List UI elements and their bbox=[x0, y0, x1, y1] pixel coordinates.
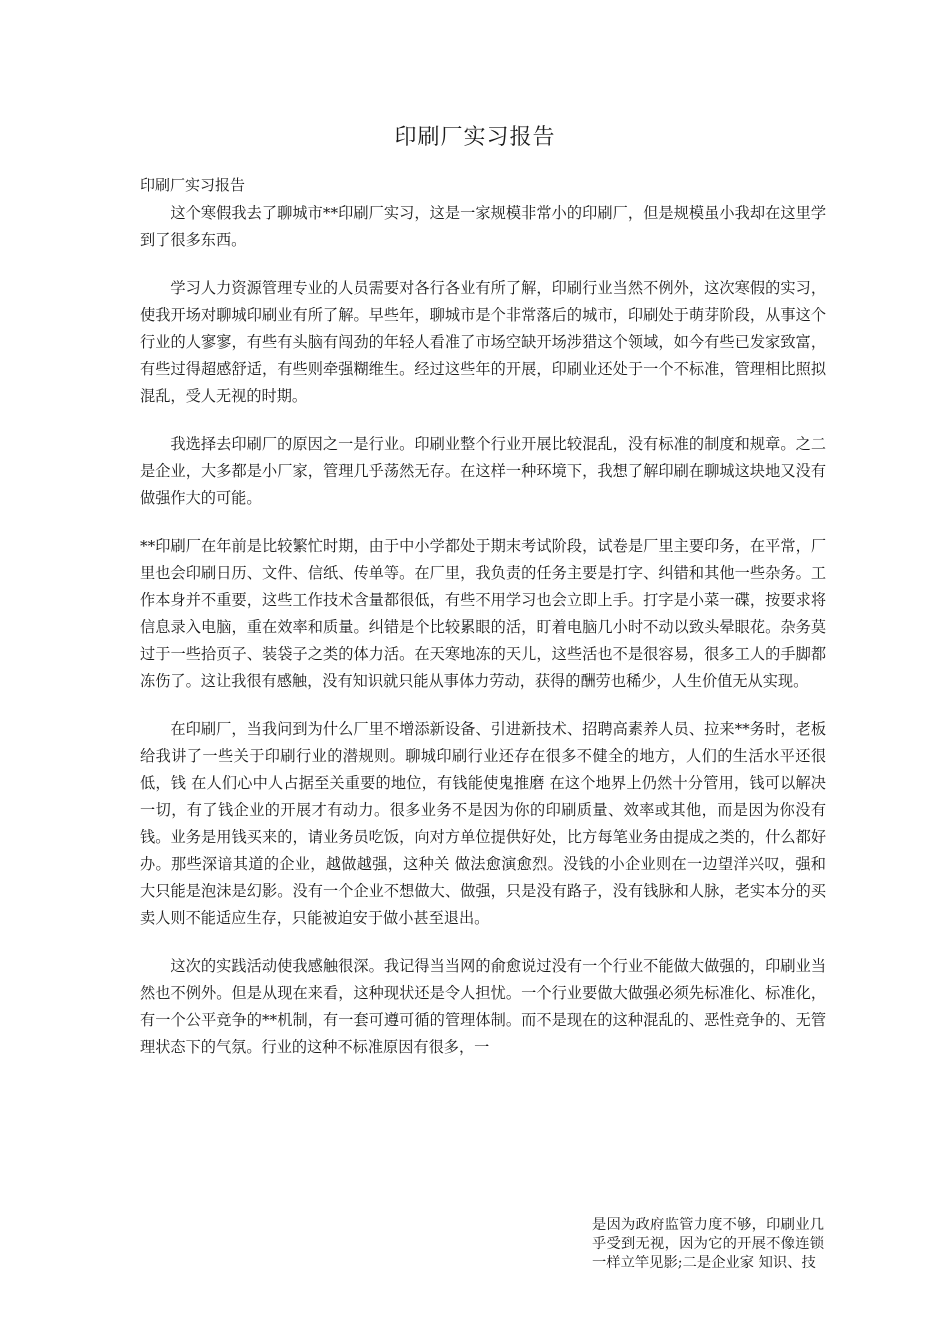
continuation-note: 是因为政府监管力度不够，印刷业几乎受到无视，因为它的开展不像连锁一样立竿见影;二是企业家 知识、技 bbox=[592, 1217, 824, 1271]
document-body bbox=[140, 200, 826, 1082]
document-title: 印刷厂实习报告 bbox=[394, 125, 556, 150]
paragraph-2: 学习人力资源管理专业的人员需要对各行各业有所了解，印刷行业当然不例外，这次寒假的实习，使我开场对聊城印刷业有所了解。早些年，聊城市是个非常落后的城市，印刷处于萌芽阶段，从事这个行业的人寥寥，有些有头脑有闯劲的年轻人看准了市场空缺开场涉猎这个领域，如今有些已发家致富，有些过得超感舒适，有些则牵强糊维生。经过这些年的开展，印刷业还处于一个不标准，管理相比照拟混乱，受人无视的时期。 bbox=[140, 279, 826, 405]
document-subtitle: 印刷厂实习报告 bbox=[140, 176, 246, 194]
paragraph-6: 这次的实践活动使我感触很深。我记得当当网的俞愈说过没有一个行业不能做大做强的，印刷业当然也不例外。但是从现在来看，这种现状还是令人担忧。一个行业要做大做强必须先标准化、标准化，有一个公平竞争的**机制，有一套可遵可循的管理体制。而不是现在的这种混乱的、恶性竞争的、无管理状态下的气氛。行业的这种不标准原因有很多，一 bbox=[140, 957, 826, 1056]
paragraph-1: 这个寒假我去了聊城市**印刷厂实习，这是一家规模非常小的印刷厂，但是规模虽小我却在这里学到了很多东西。 bbox=[140, 204, 826, 249]
paragraph-3: 我选择去印刷厂的原因之一是行业。印刷业整个行业开展比较混乱，没有标准的制度和规章。之二是企业，大多都是小厂家，管理几乎荡然无存。在这样一种环境下，我想了解印刷在聊城这块地又没有做强作大的可能。 bbox=[140, 435, 826, 507]
paragraph-4: **印刷厂在年前是比较繁忙时期，由于中小学都处于期末考试阶段，试卷是厂里主要印务，在平常，厂里也会印刷日历、文件、信纸、传单等。在厂里，我负责的任务主要是打字、纠错和其他一些杂务。工作本身并不重要，这些工作技术含量都很低，有些不用学习也会立即上手。打字是小菜一碟，按要求将信息录入电脑，重在效率和质量。纠错是个比较累眼的活，盯着电脑几小时不动以致头晕眼花。杂务莫过于一些拾页子、装袋子之类的体力活。在天寒地冻的天儿，这些活也不是很容易，很多工人的手脚都冻伤了。这让我很有感触，没有知识就只能从事体力劳动，获得的酬劳也稀少，人生价值无从实现。 bbox=[140, 537, 826, 690]
paragraph-5: 在印刷厂，当我问到为什么厂里不增添新设备、引进新技术、招聘高素养人员、拉来**务时，老板给我讲了一些关于印刷行业的潜规则。聊城印刷行业还存在很多不健全的地方，人们的生活水平还很低，钱 在人们心中人占据至关重要的地位，有钱能使鬼推磨 在这个地界上仍然十分管用，钱可以解决一切，有了钱企业的开展才有动力。很多业务不是因为你的印刷质量、效率或其他，而是因为你没有钱。业务是用钱买来的，请业务员吃饭，向对方单位提供好处，比方每笔业务由提成之类的，什么都好办。那些深谙其道的企业，越做越强，这种关 做法愈演愈烈。没钱的小企业则在一边望洋兴叹，强和大只能是泡沫是幻影。没有一个企业不想做大、做强，只是没有路子，没有钱脉和人脉，老实本分的买卖人则不能适应生存，只能被迫安于做小甚至退出。 bbox=[140, 720, 826, 927]
